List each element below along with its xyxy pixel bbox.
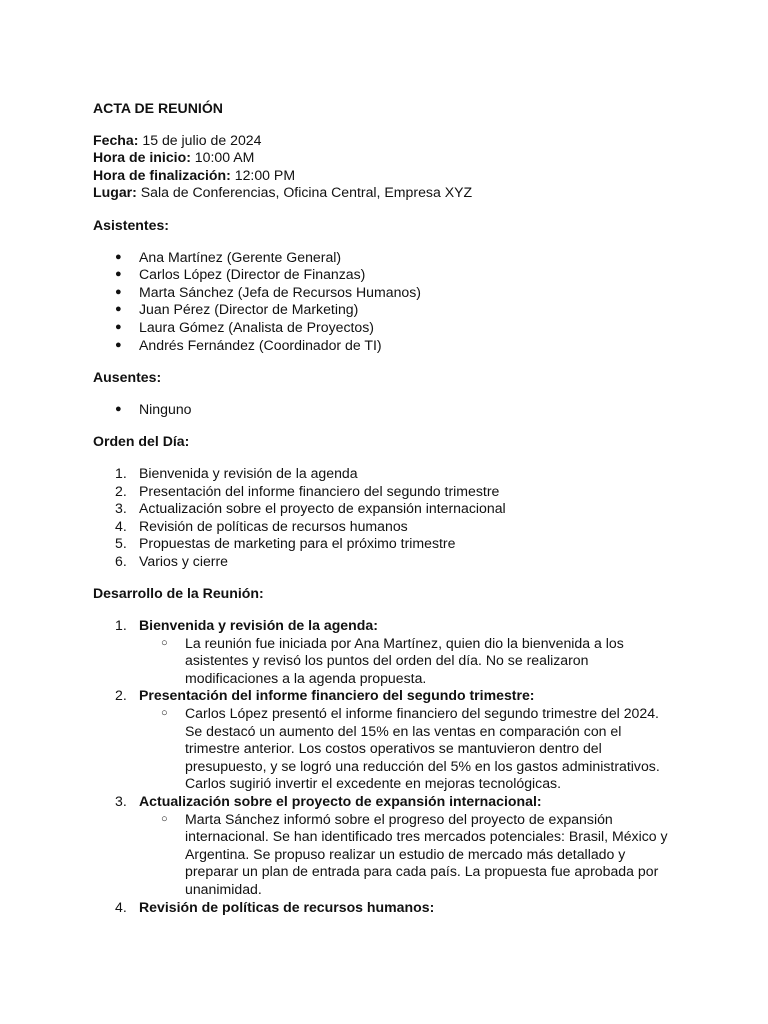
development-item xyxy=(93,899,693,917)
field-location xyxy=(93,184,693,202)
sub-item-line: Carlos sugirió invertir el excedente en mejoras tecnológicas. xyxy=(185,775,562,792)
item-number: 1. xyxy=(115,617,127,634)
agenda-heading: Orden del Día: xyxy=(93,433,190,450)
development-item xyxy=(93,793,693,899)
list-item: ● Andrés Fernández (Coordinador de TI) xyxy=(93,337,693,355)
document-title: ACTA DE REUNIÓN xyxy=(93,100,223,116)
list-item xyxy=(93,483,693,501)
sub-item-line: asistentes y revisó los puntos del orden del día. No se realizaron xyxy=(185,652,589,669)
field-label: Fecha: xyxy=(93,131,139,148)
field-value: 10:00 AM xyxy=(190,149,255,166)
field-label: Lugar: xyxy=(93,184,137,201)
sub-item-line: Marta Sánchez informó sobre el progreso del proyecto de expansión xyxy=(185,810,613,827)
field-value: 15 de julio de 2024 xyxy=(138,131,262,148)
item-number: 4. xyxy=(115,898,127,915)
development-item xyxy=(93,687,693,793)
list-item xyxy=(93,535,693,553)
item-number: 6. xyxy=(115,552,127,569)
development-heading: Desarrollo de la Reunión: xyxy=(93,585,264,602)
sub-item-line: trimestre anterior. Los costos operativos se mantuvieron dentro del xyxy=(185,740,602,757)
field-date xyxy=(93,132,693,150)
sub-item-line: Argentina. Se propuso realizar un estudio de mercado más detallado y xyxy=(185,845,626,862)
agenda-list xyxy=(93,465,693,571)
development-list xyxy=(93,617,693,916)
item-number: 5. xyxy=(115,535,127,552)
circle-bullet-icon: ○ xyxy=(161,812,168,825)
sub-item-line: presupuesto, y se logró una reducción del 5% en los gastos administrativos. xyxy=(185,757,660,774)
sub-item-line: preparar un plan de entrada para cada país. La propuesta fue aprobada por xyxy=(185,863,659,880)
list-item xyxy=(93,465,693,483)
item-number: 4. xyxy=(115,517,127,534)
circle-bullet-icon: ○ xyxy=(161,707,168,720)
list-item: ● Ninguno xyxy=(93,401,693,419)
list-item xyxy=(93,553,693,571)
item-number: 3. xyxy=(115,793,127,809)
sub-item-line: Se destacó un aumento del 15% en las ventas en comparación con el xyxy=(185,722,622,739)
document-content xyxy=(93,100,693,916)
list-item xyxy=(93,518,693,536)
meeting-details xyxy=(93,132,693,202)
item-number: 2. xyxy=(115,687,127,704)
item-number: 2. xyxy=(115,482,127,499)
sub-item-line: internacional. Se han identificado tres mercados potenciales: Brasil, México y xyxy=(185,828,668,845)
field-label: Hora de finalización: xyxy=(93,166,231,183)
list-item: ● Marta Sánchez (Jefa de Recursos Humanos) xyxy=(93,284,693,302)
sub-item xyxy=(139,705,693,793)
item-heading: Presentación del informe financiero del segundo trimestre: xyxy=(139,687,535,704)
list-item xyxy=(93,500,693,518)
attendees-heading: Asistentes: xyxy=(93,216,169,233)
item-number: 1. xyxy=(115,464,127,481)
item-heading: Actualización sobre el proyecto de expansión internacional: xyxy=(139,793,542,809)
list-item: ● Laura Gómez (Analista de Proyectos) xyxy=(93,319,693,337)
sub-item-line: La reunión fue iniciada por Ana Martínez, quien dio la bienvenida a los xyxy=(185,634,624,651)
sub-item-line: Carlos López presentó el informe financiero del segundo trimestre del 2024. xyxy=(185,705,659,722)
field-start-time xyxy=(93,149,693,167)
field-value: 12:00 PM xyxy=(230,166,296,183)
item-number: 3. xyxy=(115,500,127,517)
field-value: Sala de Conferencias, Oficina Central, Empresa XYZ xyxy=(136,184,473,201)
item-text: Bienvenida y revisión de la agenda xyxy=(139,464,358,481)
sub-item-line: modificaciones a la agenda propuesta. xyxy=(185,669,427,686)
item-text: Presentación del informe financiero del segundo trimestre xyxy=(139,482,500,499)
sub-item xyxy=(139,811,693,899)
list-item: ● Carlos López (Director de Finanzas) xyxy=(93,266,693,284)
field-label: Hora de inicio: xyxy=(93,149,191,166)
item-text: Propuestas de marketing para el próximo trimestre xyxy=(139,535,456,552)
item-text: Varios y cierre xyxy=(139,552,229,569)
item-heading: Revisión de políticas de recursos humanos: xyxy=(139,898,435,915)
attendees-list xyxy=(93,249,693,355)
circle-bullet-icon: ○ xyxy=(161,636,168,649)
list-item: ● Ana Martínez (Gerente General) xyxy=(93,249,693,267)
development-item xyxy=(93,617,693,687)
item-text: Revisión de políticas de recursos humanos xyxy=(139,517,408,534)
sub-item xyxy=(139,635,693,688)
sub-item-line: unanimidad. xyxy=(185,880,262,897)
item-heading: Bienvenida y revisión de la agenda: xyxy=(139,617,378,634)
item-text: Actualización sobre el proyecto de expansión internacional xyxy=(139,500,506,517)
field-end-time xyxy=(93,167,693,185)
absent-list xyxy=(93,401,693,419)
list-item: ● Juan Pérez (Director de Marketing) xyxy=(93,301,693,319)
absent-heading: Ausentes: xyxy=(93,369,162,386)
